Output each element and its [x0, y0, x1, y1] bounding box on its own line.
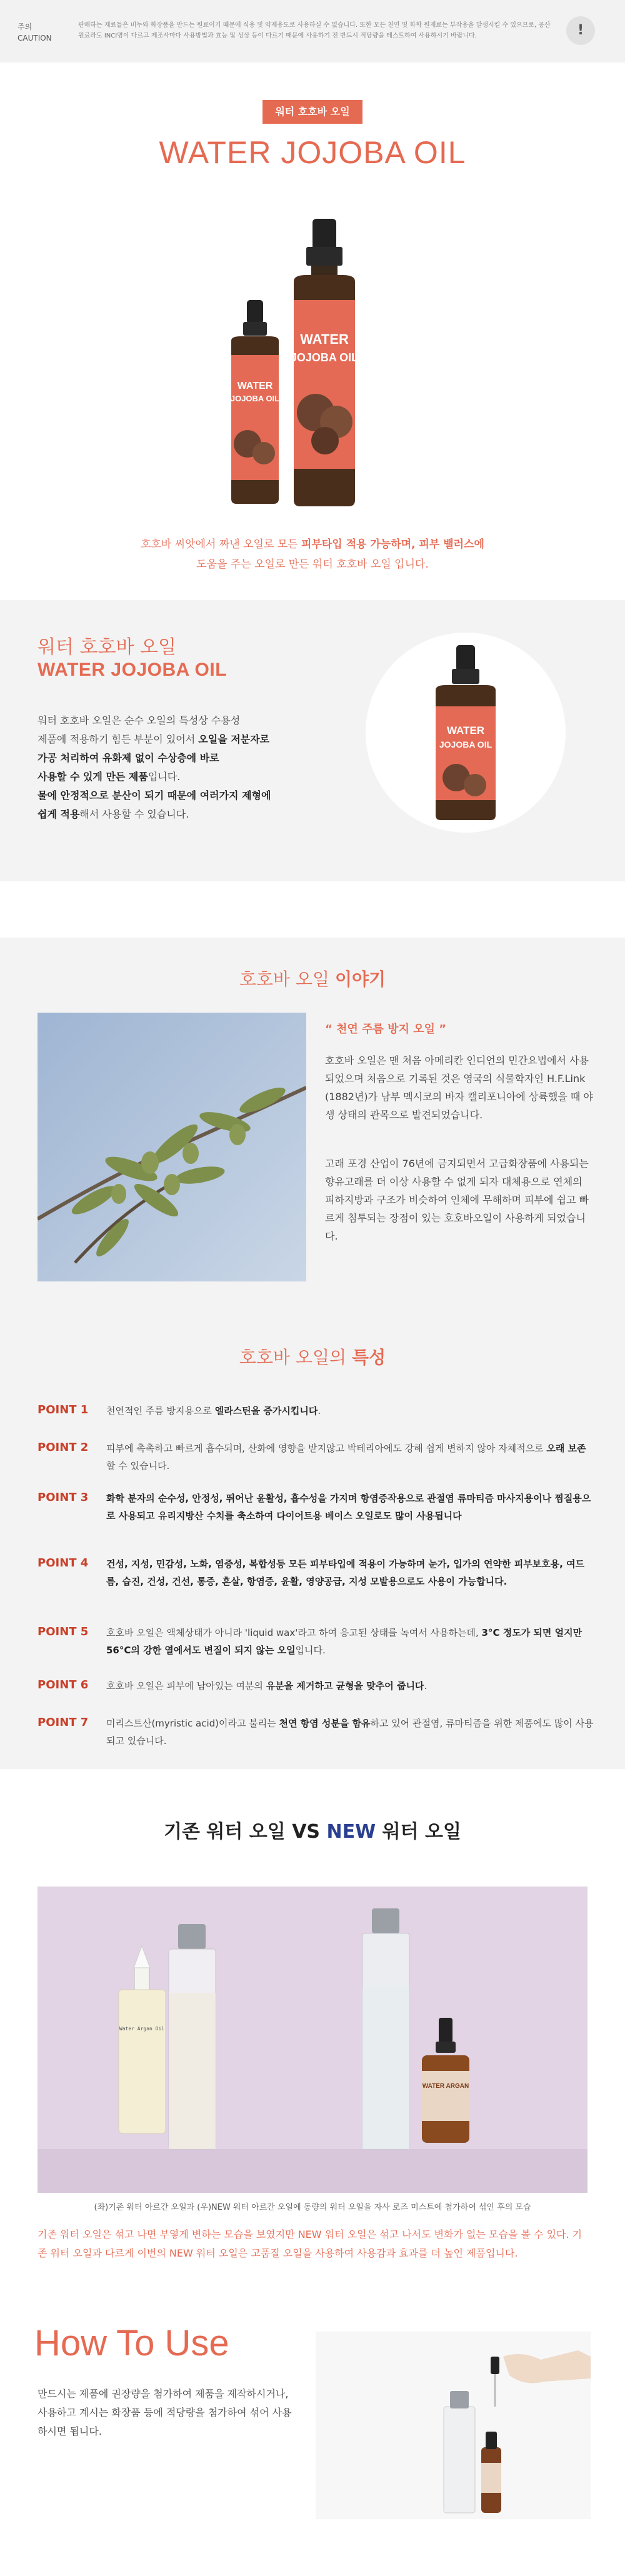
caution-text: 판매하는 제료들은 비누와 화장품을 만드는 원료이기 때문에 식용 및 약제용도로 사용하실 수 없습니다. 또한 모든 천연 및 화학 원재료는 부작용을 발생시킬 수 있으므로, 공산 원료라도 INCI명이 다르고 제조사마다 사용방법과 효능 및 성상 등이 다르기 때문에 사용하기 전 반드시 적당량을 테스트하여 사용하시기 바랍니다. — [78, 22, 551, 39]
hero-desc-line1: 호호바 씨앗에서 짜낸 오일로 모든 — [141, 538, 302, 551]
small-bottle-label-1: WATER — [237, 381, 273, 391]
intro-body — [38, 711, 350, 824]
intro-bottle-label-1: WATER — [446, 724, 485, 736]
new-oil-label: WATER ARGAN — [422, 2083, 469, 2090]
story-paragraph-2: 고래 포경 산업이 76년에 금지되면서 고급화장품에 사용되는 향유고래를 더 이상 사용할 수 없게 되자 대체용으로 연체의 피하지방과 구조가 비슷하여 인체에 무해하며 피부에 쉽고 빠르게 침투되는 장점이 있는 호호바오일이 사용하게 되었습니다. — [325, 1158, 589, 1242]
caution-label-ko: 주의 — [18, 23, 32, 31]
hero-desc-line1-bold: 피부타입 적용 가능하며, 피부 밸러스에 — [301, 538, 484, 551]
features-title-bold: 특성 — [351, 1347, 386, 1368]
story-title-bold: 이야기 — [334, 969, 386, 990]
feature-point-text-tail: . — [318, 1405, 321, 1416]
feature-point-text-bold: 천연 항염 성분을 함유 — [279, 1718, 371, 1729]
intro-line4: 입니다. — [148, 771, 181, 783]
feature-point-text-plain: 호호바 오일은 액체상태가 아니라 'liquid wax'라고 하여 응고된 상태를 녹여서 사용하는데, — [106, 1627, 482, 1638]
hero-title: WATER JOJOBA OIL — [159, 135, 466, 170]
caution-label — [18, 21, 52, 44]
story-title-text: 호호바 오일 — [239, 969, 335, 990]
feature-point-text-bold: 오래 보존 — [546, 1443, 586, 1454]
large-bottle-label-2: JOJOBA OIL — [290, 351, 359, 364]
feature-point-text — [106, 1440, 594, 1475]
intro-line1: 워터 호호바 오일은 순수 오일의 특성상 수용성 — [38, 714, 241, 726]
comparison-photo — [38, 1887, 588, 2193]
intro-line2: 제품에 적용하기 힘든 부분이 있어서 — [38, 733, 199, 745]
feature-point-label: POINT 4 — [38, 1556, 89, 1570]
story-title — [0, 966, 625, 991]
feature-point-text — [106, 1555, 594, 1590]
feature-point-text-plain: 천연적인 주름 방지용으로 — [106, 1405, 215, 1416]
intro-line5-bold: 물에 안정적으로 분산이 되기 때문에 여러가지 제형에 — [38, 789, 271, 801]
story-paragraph-1: 호호바 오일은 맨 처음 아메리칸 인디언의 민간요법에서 사용되었으며 처음으로 기록된 것은 영국의 식물학자인 H.F.Link (1882년)가 남부 멕시코의 바자 캘리포니아에 상륙했을 때 야생 상태의 관목으로 발견되었습니다. — [325, 1055, 593, 1121]
how-to-use-photo — [316, 2332, 591, 2519]
compare-title-new: NEW — [326, 1821, 376, 1843]
product-tag: 워터 호호바 오일 — [262, 100, 362, 124]
compare-title-pre: 기존 워터 오일 VS — [164, 1821, 327, 1843]
caution-label-en: CAUTION — [18, 34, 52, 43]
feature-point-text — [106, 1490, 594, 1525]
feature-point-label: POINT 2 — [38, 1441, 89, 1454]
feature-point-text-tail: 입니다. — [295, 1645, 326, 1656]
intro-bottle-label-2: JOJOBA OIL — [439, 739, 492, 749]
feature-point-text — [106, 1402, 594, 1420]
story-quote: “ 천연 주름 방지 오일 ” — [325, 1023, 447, 1036]
intro-title-en: WATER JOJOBA OIL — [38, 659, 228, 680]
feature-point-text-bold: 엘라스틴을 증가시킵니다 — [214, 1405, 318, 1416]
jojoba-plant-photo — [38, 1013, 306, 1281]
feature-point-text-plain: 호호바 오일은 피부에 남아있는 여분의 — [106, 1680, 266, 1691]
intro-product-circle — [366, 633, 566, 833]
feature-point-text-bold: 화학 분자의 순수성, 안정성, 뛰어난 윤활성, 흡수성을 가지며 항염증작용으로 관절염 류마티즘 마사지용이나 찜질용으로 사용되고 유리지방산 수치를 축소하여 다이어트용 베이스 오일로도 많이 사용됩니다 — [106, 1493, 591, 1521]
feature-point-text-tail: . — [424, 1680, 428, 1691]
intro-title-ko: 워터 호호바 오일 — [38, 636, 176, 658]
feature-point-text-bold: 유분을 제거하고 균형을 맞추어 줍니다 — [266, 1680, 424, 1691]
intro-line6-bold: 쉽게 적용 — [38, 808, 80, 820]
feature-point-text — [106, 1624, 594, 1659]
warning-icon: ! — [566, 16, 595, 45]
how-to-use-text: 만드시는 제품에 권장량을 첨가하여 제품을 제작하시거나, 사용하고 계시는 화장품 등에 적당량을 첨가하여 섞어 사용하시면 됩니다. — [38, 2388, 292, 2437]
feature-point-label: POINT 5 — [38, 1625, 89, 1638]
large-bottle-label-1: WATER — [300, 331, 349, 347]
small-bottle-label-2: JOJOBA OIL — [230, 394, 280, 403]
compare-caption: (좌)기존 워터 아르간 오일과 (우)NEW 워터 아르간 오일에 동량의 워터 오일을 자사 로즈 미스트에 첨가하여 섞인 후의 모습 — [94, 2203, 531, 2212]
intro-bottle-image — [366, 633, 566, 833]
how-to-use-title: How To Use — [34, 2323, 229, 2363]
hero-desc-line2: 도움을 주는 오일로 만든 워터 호호바 오일 입니다. — [196, 558, 429, 571]
caution-bar — [0, 0, 625, 63]
old-oil-label: Water Argan Oil — [119, 2026, 165, 2032]
product-bottles-image — [206, 213, 419, 513]
feature-point-text — [106, 1677, 594, 1695]
features-title-text: 호호바 오일의 — [239, 1347, 352, 1368]
features-title — [0, 1344, 625, 1369]
feature-point-text — [106, 1715, 594, 1750]
intro-line3-bold: 가공 처리하여 유화제 없이 수상층에 바로 — [38, 752, 219, 764]
feature-point-text-tail: 할 수 있습니다. — [106, 1460, 170, 1471]
feature-point-text-bold: 건성, 지성, 민감성, 노화, 염증성, 복합성등 모든 피부타입에 적용이 가능하며 눈가, 입가의 연약한 피부보호용, 여드름, 습진, 건성, 건선, 통증, 흔살, 항염증, 윤활, 영양공급, 지성 모발용으로도 사용이 가능합니다. — [106, 1558, 585, 1587]
compare-title-post: 워터 오일 — [376, 1821, 461, 1843]
compare-title — [0, 1816, 625, 1843]
compare-description: 기존 워터 오일은 섞고 나면 부옇게 변하는 모습을 보였지만 NEW 워터 오일은 섞고 나서도 변화가 없는 모습을 볼 수 있다. 기존 워터 오일과 다르게 이번의 NEW 워터 오일은 고품질 오일을 사용하여 사용감과 효과를 더 높인 제품입니다. — [38, 2228, 582, 2259]
intro-line6: 해서 사용할 수 있습니다. — [79, 808, 189, 820]
feature-point-label: POINT 6 — [38, 1678, 89, 1691]
feature-point-text-bold: 3°C 정도가 되면 얼지만 56°C의 강한 열에서도 변질이 되지 않는 오일 — [106, 1627, 582, 1656]
feature-point-label: POINT 7 — [38, 1716, 89, 1729]
hero-description — [0, 534, 625, 574]
feature-point-text-plain: 피부에 촉촉하고 빠르게 흡수되며, 산화에 영향을 받지않고 박테리아에도 강해 쉽게 변하지 않아 자체적으로 — [106, 1443, 547, 1454]
feature-point-label: POINT 1 — [38, 1403, 89, 1416]
feature-point-text-tail: 하고 있어 관절염, 류마티즘을 위한 제품에도 많이 사용되고 있습니다. — [106, 1718, 594, 1747]
feature-point-text-plain: 미리스트산(myristic acid)이라고 불리는 — [106, 1718, 279, 1729]
intro-line4-bold: 사용할 수 있게 만든 제품 — [38, 771, 148, 783]
intro-line2-bold: 오일을 저분자로 — [198, 733, 270, 745]
feature-point-label: POINT 3 — [38, 1491, 89, 1504]
